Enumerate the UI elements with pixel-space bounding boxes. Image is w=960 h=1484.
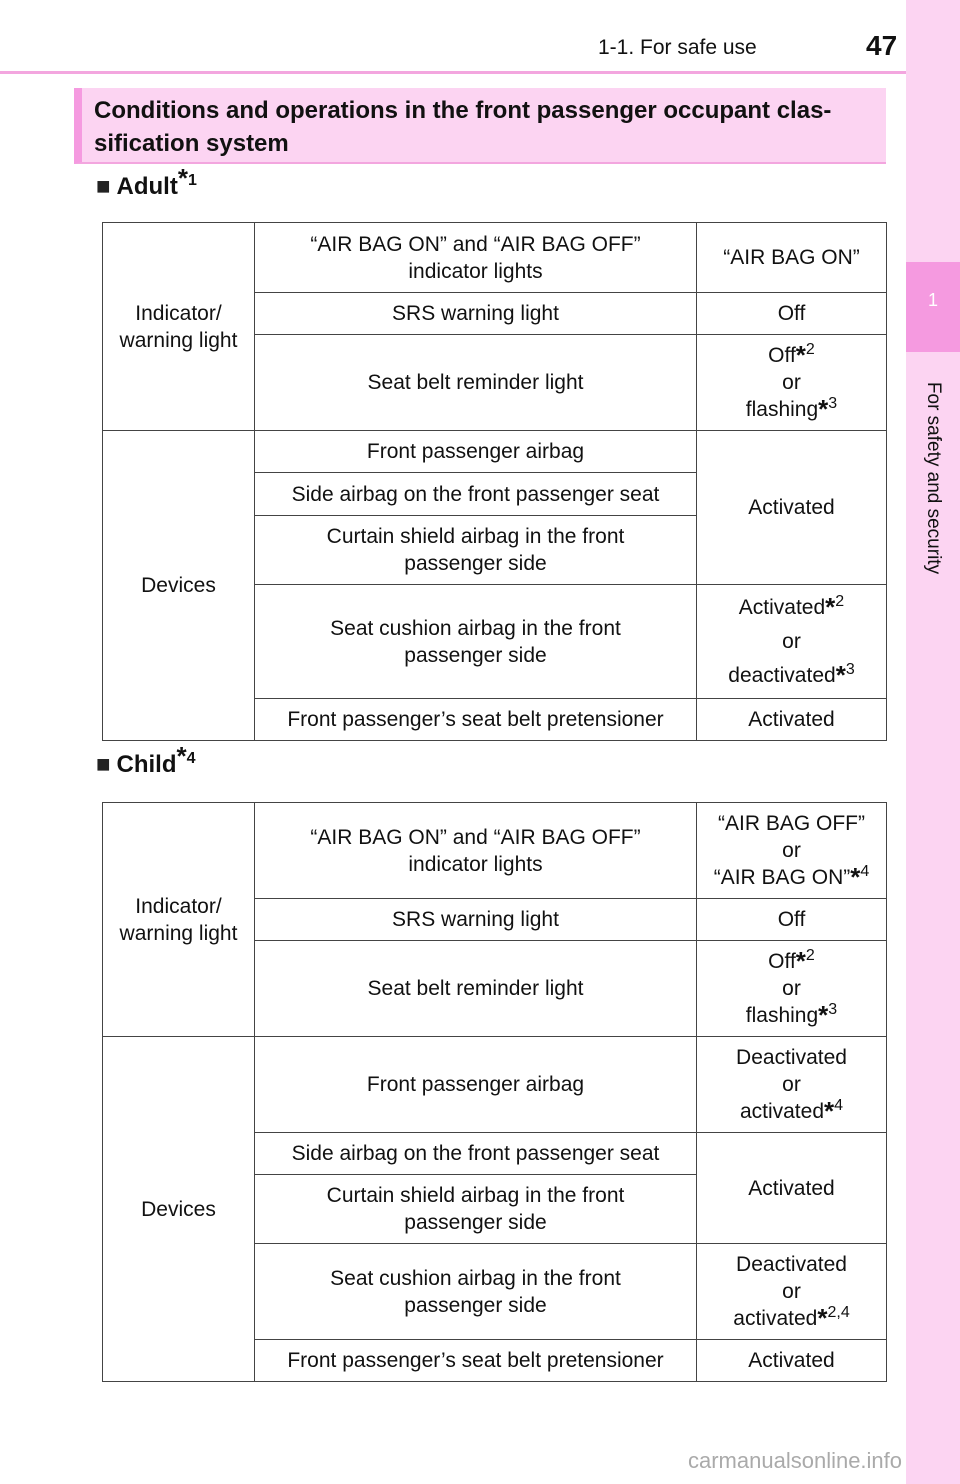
seatbelt-value: Off*$^2$ or flashing*$^3$ (697, 335, 887, 431)
seatbelt-label: Seat belt reminder light (255, 941, 697, 1037)
square-bullet-icon: ■ (96, 173, 111, 200)
chapter-title: For safety and security (923, 381, 944, 575)
srs-label: SRS warning light (255, 293, 697, 335)
indicator-label-cell: Indicator/ warning light (103, 223, 255, 431)
pretensioner-value: Activated (697, 1340, 887, 1382)
airbag-lights-value: “AIR BAG OFF” or “AIR BAG ON”*$^4$ (697, 803, 887, 899)
devices-label: Devices (103, 1037, 255, 1382)
devices-label: Devices (103, 431, 255, 741)
header-divider (0, 71, 906, 74)
front-airbag-value: Deactivated or activated*$^4$ (697, 1037, 887, 1133)
chapter-sidebar (906, 0, 960, 1484)
srs-label: SRS warning light (255, 899, 697, 941)
table-row (103, 223, 887, 293)
section-title: 1-1. For safe use (598, 36, 757, 59)
indicator-label-cell: Indicator/ warning light (103, 803, 255, 1037)
seatbelt-value: Off*$^2$ or flashing*$^3$ (697, 941, 887, 1037)
child-heading (96, 741, 196, 779)
adult-heading-text: Adult (116, 173, 178, 200)
section-banner (74, 88, 886, 164)
airbag-lights-cell: “AIR BAG ON” and “AIR BAG OFF” indicator lights (255, 803, 697, 899)
cushion-airbag-value: Deactivated or activated*$^{2,4}$ (697, 1244, 887, 1340)
table-row (103, 1037, 887, 1133)
pretensioner-value: Activated (697, 699, 887, 741)
adult-table (102, 222, 887, 741)
cushion-airbag-value: Activated*$^2$ or deactivated*$^3$ (697, 585, 887, 699)
srs-value: Off (697, 899, 887, 941)
curtain-airbag-label: Curtain shield airbag in the front passenger side (255, 1175, 697, 1244)
airbag-lights-value: “AIR BAG ON” (697, 223, 887, 293)
adult-heading-note: *1 (177, 163, 197, 193)
side-airbag-label: Side airbag on the front passenger seat (255, 1133, 697, 1175)
banner-title-line1: Conditions and operations in the front passenger occupant clas- (94, 97, 832, 124)
pretensioner-label: Front passenger’s seat belt pretensioner (255, 1340, 697, 1382)
child-heading-text: Child (116, 751, 177, 778)
activated-value: Activated (697, 431, 887, 585)
pretensioner-label: Front passenger’s seat belt pretensioner (255, 699, 697, 741)
cushion-airbag-label: Seat cushion airbag in the front passenger side (255, 1244, 697, 1340)
front-airbag-label: Front passenger airbag (255, 431, 697, 473)
page-number: 47 (866, 30, 898, 61)
table-row (103, 431, 887, 473)
curtain-airbag-label: Curtain shield airbag in the front passenger side (255, 516, 697, 585)
watermark: carmanualsonline.info (688, 1448, 903, 1473)
chapter-number: 1 (927, 290, 938, 310)
airbag-lights-cell: “AIR BAG ON” and “AIR BAG OFF” indicator lights (255, 223, 697, 293)
adult-heading (96, 163, 197, 201)
cushion-airbag-label: Seat cushion airbag in the front passenger side (255, 585, 697, 699)
side-airbag-label: Side airbag on the front passenger seat (255, 473, 697, 516)
table-row (103, 803, 887, 899)
child-heading-note: *4 (176, 741, 196, 771)
seatbelt-label: Seat belt reminder light (255, 335, 697, 431)
square-bullet-icon: ■ (96, 751, 111, 778)
srs-value: Off (697, 293, 887, 335)
child-table (102, 802, 887, 1382)
front-airbag-label: Front passenger airbag (255, 1037, 697, 1133)
activated-value: Activated (697, 1133, 887, 1244)
banner-title-line2: sification system (94, 130, 289, 157)
